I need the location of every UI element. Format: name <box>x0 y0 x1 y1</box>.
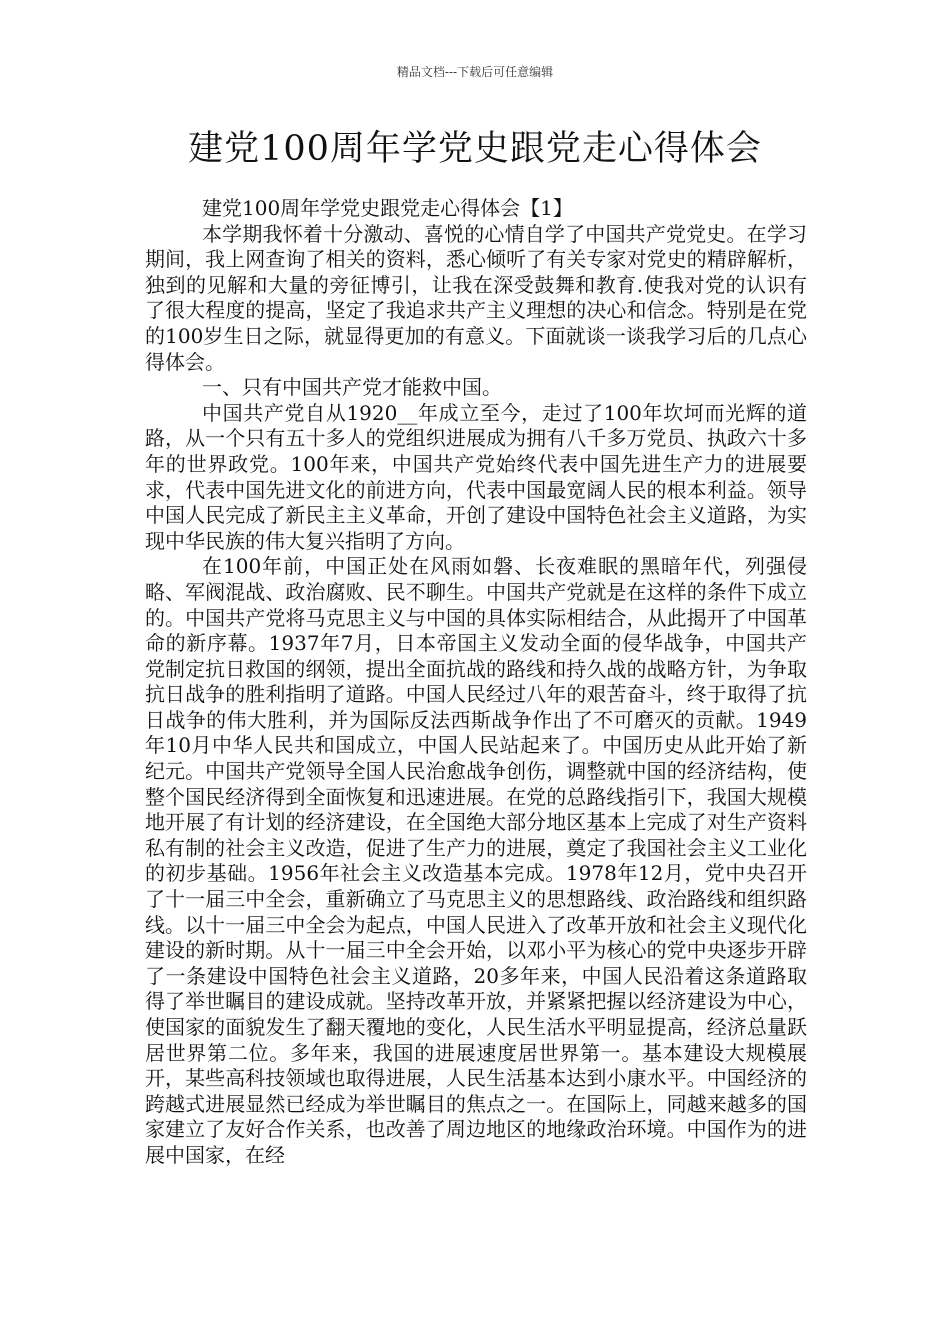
intro-paragraph: 本学期我怀着十分激动、喜悦的心情自学了中国共产党党史。在学习期间，我上网查询了相关的资料，悉心倾听了有关专家对党史的精辟解析，独到的见解和大量的旁征博引，让我在深受鼓舞和教育.使我对党的认识有了很大程度的提高，坚定了我追求共产主义理想的决心和信念。特别是在党的100岁生日之际，就显得更加的有意义。下面就谈一谈我学习后的几点心得体会。 <box>145 221 807 374</box>
subtitle-paragraph: 建党100周年学党史跟党走心得体会【1】 <box>202 196 573 220</box>
section-heading: 一、只有中国共产党才能救中国。 <box>202 375 502 400</box>
body-paragraph: 在100年前，中国正处在风雨如磐、长夜难眠的黑暗年代，列强侵略、军阀混战、政治腐败、民不聊生。中国共产党就是在这样的条件下成立的。中国共产党将马克思主义与中国的具体实际相结合，从此揭开了中国革命的新序幕。1937年7月，日本帝国主义发动全面的侵华战争，中国共产党制定抗日救国的纲领，提出全面抗战的路线和持久战的战略方针，为争取抗日战争的胜利指明了道路。中国人民经过八年的艰苦奋斗，终于取得了抗日战争的伟大胜利，并为国际反法西斯战争作出了不可磨灭的贡献。1949年10月中华人民共和国成立，中国人民站起来了。中国历史从此开始了新纪元。中国共产党领导全国人民治愈战争创伤，调整就中国的经济结构，使整个国民经济得到全面恢复和迅速进展。在党的总路线指引下，我国大规模地开展了有计划的经济建设，在全国绝大部分地区基本上完成了对生产资料私有制的社会主义改造，促进了生产力的进展，奠定了我国社会主义工业化的初步基础。1956年社会主义改造基本完成。1978年12月，党中央召开了十一届三中全会，重新确立了马克思主义的思想路线、政治路线和组织路线。以十一届三中全会为起点，中国人民进入了改革开放和社会主义现代化建设的新时期。从十一届三中全会开始，以邓小平为核心的党中央逐步开辟了一条建设中国特色社会主义道路，20多年来，中国人民沿着这条道路取得了举世瞩目的建设成就。坚持改革开放，并紧紧把握以经济建设为中心，使国家的面貌发生了翻天覆地的变化，人民生活水平明显提高，经济总量跃居世界第二位。多年来，我国的进展速度居世界第一。基本建设大规模展开，某些高科技领域也取得进展，人民生活基本达到小康水平。中国经济的跨越式进展显然已经成为举世瞩目的焦点之一。在国际上，同越来越多的国家建立了友好合作关系，也改善了周边地区的地缘政治环境。中国作为的进展中国家，在经 <box>145 554 807 1167</box>
document-body <box>145 196 807 1169</box>
body-paragraph: 中国共产党自从1920__年成立至今，走过了100年坎坷而光辉的道路，从一个只有五十多人的党组织进展成为拥有八千多万党员、执政六十多年的世界政党。100年来，中国共产党始终代表中国先进生产力的进展要求，代表中国先进文化的前进方向，代表中国最宽阔人民的根本利益。领导中国人民完成了新民主主义革命，开创了建设中国特色社会主义道路，为实现中华民族的伟大复兴指明了方向。 <box>145 400 807 553</box>
document-title: 建党100周年学党史跟党走心得体会 <box>188 129 762 169</box>
page-header: 精品文档---下载后可任意编辑 <box>396 65 554 79</box>
